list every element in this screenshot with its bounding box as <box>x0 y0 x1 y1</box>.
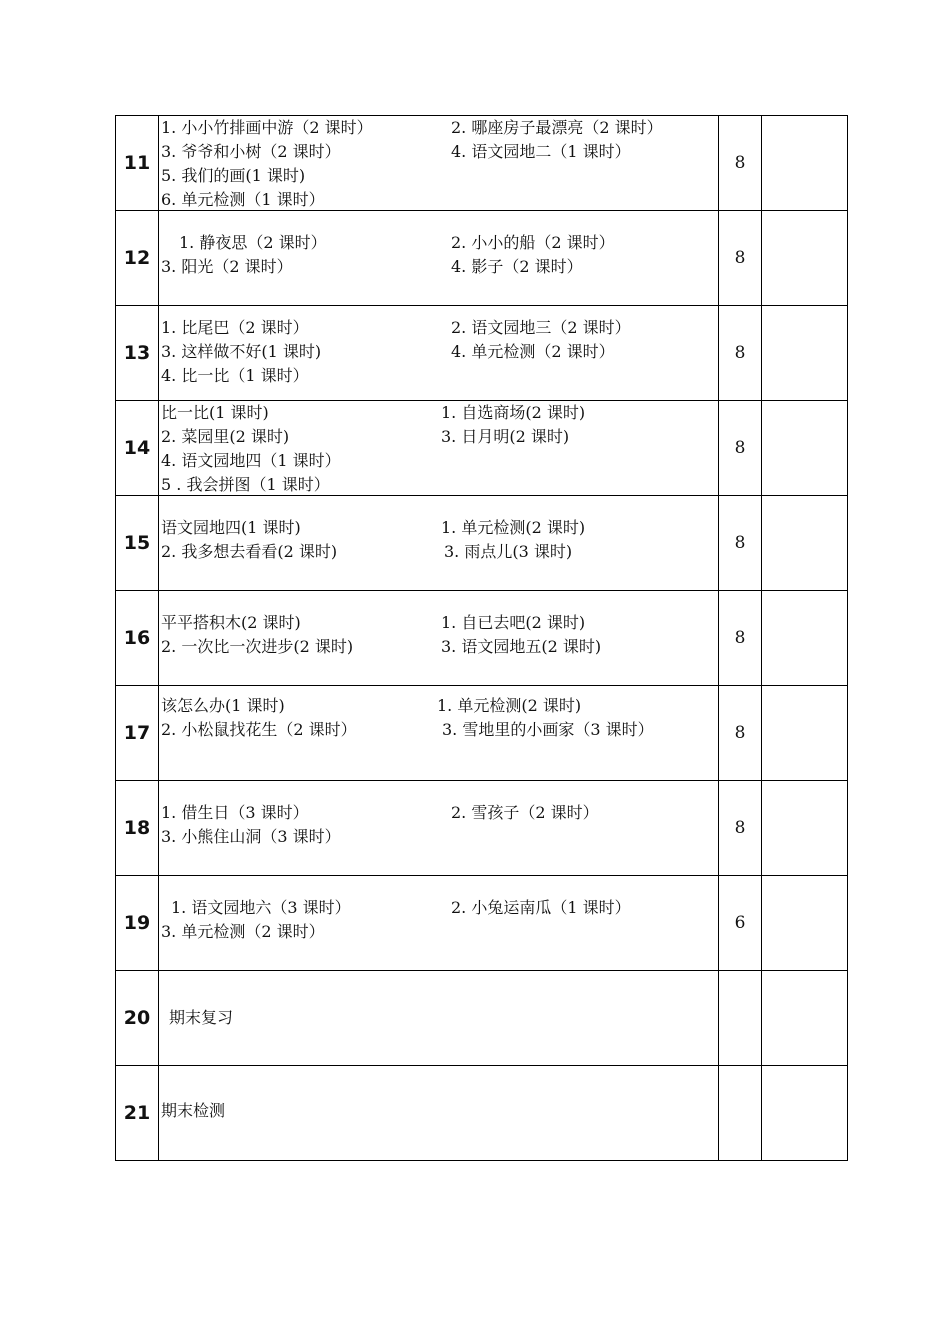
class-hours-cell: 8 <box>719 401 762 496</box>
lesson-item: 语文园地四(1 课时) <box>161 518 301 537</box>
week-number-cell: 21 <box>116 1066 159 1161</box>
lesson-line <box>159 116 718 140</box>
week-number-cell: 14 <box>116 401 159 496</box>
week-number-cell: 13 <box>116 306 159 401</box>
lesson-item: 1. 自选商场(2 课时) <box>441 403 586 422</box>
remarks-cell <box>762 306 848 401</box>
lesson-item: 期末检测 <box>161 1101 226 1120</box>
lesson-line <box>159 825 718 849</box>
table-row <box>116 686 848 781</box>
lesson-item: 该怎么办(1 课时) <box>161 696 285 715</box>
lesson-item: 3. 爷爷和小树（2 课时） <box>161 142 341 161</box>
lesson-line <box>159 516 718 540</box>
remarks-cell <box>762 401 848 496</box>
lesson-content-cell <box>159 876 719 971</box>
lesson-item: 4. 影子（2 课时） <box>451 257 583 276</box>
lesson-item: 1. 小小竹排画中游（2 课时） <box>161 118 373 137</box>
lesson-line <box>159 801 718 825</box>
lesson-line <box>159 1099 718 1123</box>
lesson-item: 1. 单元检测(2 课时) <box>437 696 582 715</box>
lesson-item: 2. 小松鼠找花生（2 课时） <box>161 720 357 739</box>
lesson-item: 1. 单元检测(2 课时) <box>441 518 586 537</box>
lesson-content-cell <box>159 211 719 306</box>
table-row <box>116 971 848 1066</box>
lesson-item: 2. 哪座房子最漂亮（2 课时） <box>451 118 663 137</box>
remarks-cell <box>762 211 848 306</box>
lesson-item: 2. 语文园地三（2 课时） <box>451 318 631 337</box>
remarks-cell <box>762 116 848 211</box>
lesson-item: 2. 雪孩子（2 课时） <box>451 803 599 822</box>
lesson-line <box>159 425 718 449</box>
lesson-line <box>159 635 718 659</box>
lesson-content-cell <box>159 116 719 211</box>
lesson-item: 3. 小熊住山洞（3 课时） <box>161 827 341 846</box>
lesson-line <box>159 540 718 564</box>
table-row <box>116 496 848 591</box>
lesson-line <box>159 896 718 920</box>
remarks-cell <box>762 781 848 876</box>
table-row <box>116 116 848 211</box>
teaching-schedule-table <box>115 115 848 1161</box>
remarks-cell <box>762 686 848 781</box>
week-number-cell: 16 <box>116 591 159 686</box>
class-hours-cell: 8 <box>719 116 762 211</box>
lesson-item: 2. 小兔运南瓜（1 课时） <box>451 898 631 917</box>
lesson-item: 5. 我们的画(1 课时) <box>161 166 306 185</box>
week-number-cell: 17 <box>116 686 159 781</box>
week-number-cell: 19 <box>116 876 159 971</box>
class-hours-cell <box>719 971 762 1066</box>
class-hours-cell: 6 <box>719 876 762 971</box>
table-row <box>116 401 848 496</box>
lesson-item: 3. 单元检测（2 课时） <box>161 922 325 941</box>
table-row <box>116 306 848 401</box>
lesson-item: 2. 小小的船（2 课时） <box>451 233 615 252</box>
lesson-line <box>159 1006 718 1030</box>
lesson-item: 1. 借生日（3 课时） <box>161 803 309 822</box>
class-hours-cell: 8 <box>719 306 762 401</box>
lesson-item: 3. 语文园地五(2 课时) <box>441 637 602 656</box>
remarks-cell <box>762 971 848 1066</box>
lesson-item: 1. 自已去吧(2 课时) <box>441 613 586 632</box>
lesson-item: 比一比(1 课时) <box>161 403 269 422</box>
lesson-line <box>159 255 718 279</box>
lesson-content-cell <box>159 496 719 591</box>
week-number-cell: 12 <box>116 211 159 306</box>
lesson-content-cell <box>159 1066 719 1161</box>
lesson-item: 1. 比尾巴（2 课时） <box>161 318 309 337</box>
week-number-cell: 11 <box>116 116 159 211</box>
lesson-item: 4. 语文园地四（1 课时） <box>161 451 341 470</box>
lesson-content-cell <box>159 971 719 1066</box>
lesson-item: 3. 雨点儿(3 课时) <box>444 542 573 561</box>
lesson-item: 6. 单元检测（1 课时） <box>161 190 325 209</box>
week-number-cell: 18 <box>116 781 159 876</box>
remarks-cell <box>762 496 848 591</box>
remarks-cell <box>762 1066 848 1161</box>
lesson-item: 3. 日月明(2 课时) <box>441 427 570 446</box>
remarks-cell <box>762 591 848 686</box>
class-hours-cell: 8 <box>719 496 762 591</box>
schedule-body <box>116 116 848 1161</box>
week-number-cell: 20 <box>116 971 159 1066</box>
remarks-cell <box>762 876 848 971</box>
lesson-line <box>159 401 718 425</box>
lesson-line <box>159 340 718 364</box>
lesson-content-cell <box>159 686 719 781</box>
class-hours-cell: 8 <box>719 591 762 686</box>
lesson-content-cell <box>159 401 719 496</box>
table-row <box>116 591 848 686</box>
lesson-item: 3. 雪地里的小画家（3 课时） <box>442 720 654 739</box>
lesson-line <box>159 188 718 212</box>
lesson-content-cell <box>159 591 719 686</box>
class-hours-cell: 8 <box>719 211 762 306</box>
lesson-item: 3. 阳光（2 课时） <box>161 257 293 276</box>
lesson-item: 4. 单元检测（2 课时） <box>451 342 615 361</box>
table-row <box>116 876 848 971</box>
lesson-content-cell <box>159 306 719 401</box>
lesson-line <box>159 473 718 497</box>
lesson-line <box>159 694 718 718</box>
table-row <box>116 211 848 306</box>
lesson-item: 4. 语文园地二（1 课时） <box>451 142 631 161</box>
lesson-item: 5 . 我会拼图（1 课时） <box>161 475 330 494</box>
week-number-cell: 15 <box>116 496 159 591</box>
lesson-item: 2. 菜园里(2 课时) <box>161 427 290 446</box>
lesson-item: 2. 我多想去看看(2 课时) <box>161 542 338 561</box>
lesson-item: 3. 这样做不好(1 课时) <box>161 342 322 361</box>
lesson-line <box>159 611 718 635</box>
table-row <box>116 1066 848 1161</box>
lesson-line <box>159 920 718 944</box>
lesson-item: 1. 语文园地六（3 课时） <box>171 898 351 917</box>
lesson-line <box>159 164 718 188</box>
lesson-content-cell <box>159 781 719 876</box>
lesson-item: 期末复习 <box>169 1008 234 1027</box>
table-row <box>116 781 848 876</box>
lesson-item: 2. 一次比一次进步(2 课时) <box>161 637 354 656</box>
lesson-line <box>159 140 718 164</box>
lesson-line <box>159 449 718 473</box>
lesson-line <box>159 231 718 255</box>
class-hours-cell: 8 <box>719 781 762 876</box>
lesson-item: 1. 静夜思（2 课时） <box>179 233 327 252</box>
lesson-line <box>159 718 718 742</box>
lesson-item: 平平搭积木(2 课时) <box>161 613 301 632</box>
lesson-line <box>159 316 718 340</box>
lesson-line <box>159 364 718 388</box>
class-hours-cell: 8 <box>719 686 762 781</box>
lesson-item: 4. 比一比（1 课时） <box>161 366 309 385</box>
class-hours-cell <box>719 1066 762 1161</box>
